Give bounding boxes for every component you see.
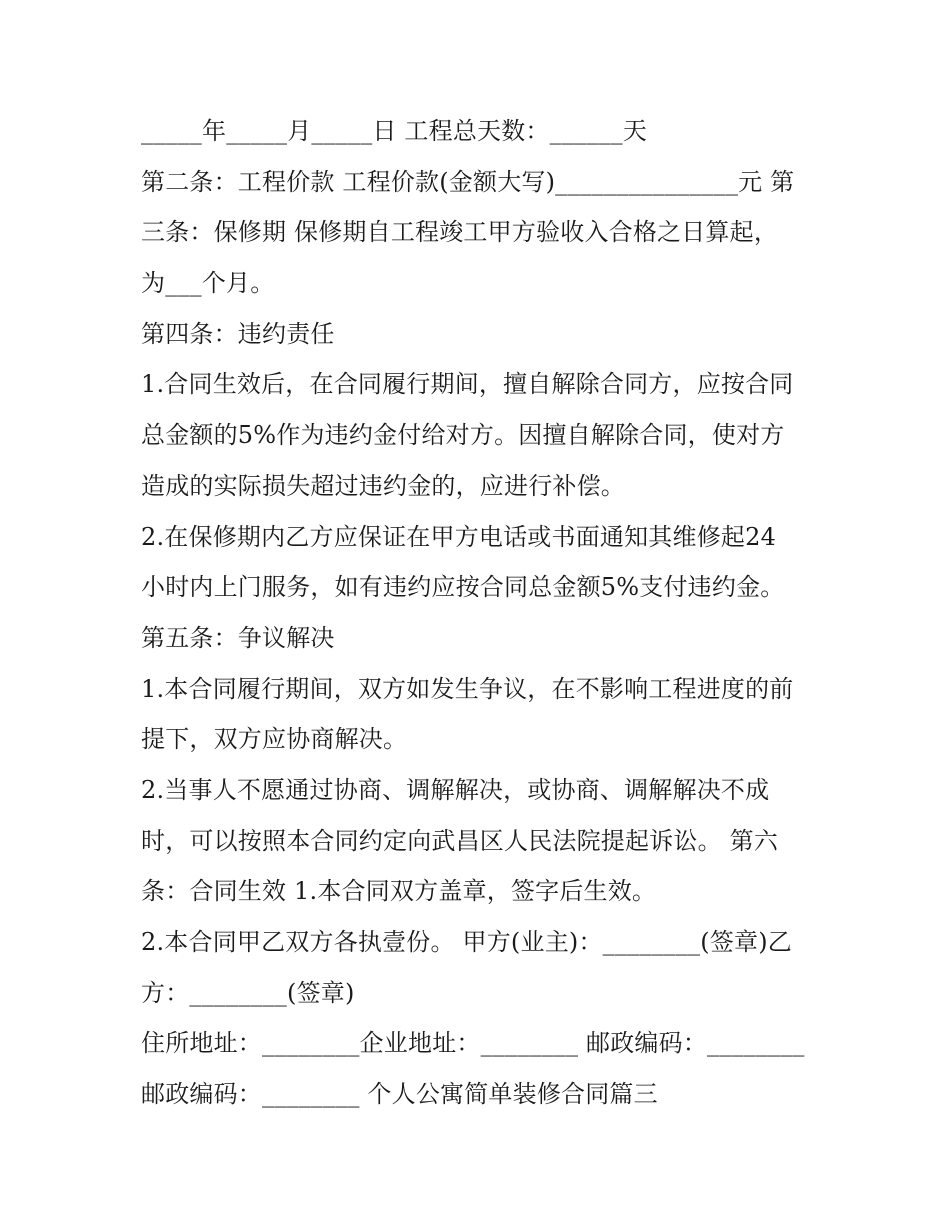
text-line: 时，可以按照本合同约定向武昌区人民法院提起诉讼。 第六 (141, 826, 779, 855)
text-line: 邮政编码：________ 个人公寓简单装修合同篇三 (141, 1080, 658, 1109)
text-line: 方：________(签章) (141, 978, 355, 1007)
text-line: 提下，双方应协商解决。 (141, 725, 408, 754)
text-line: 三条：保修期 保修期自工程竣工甲方验收入合格之日算起， (141, 218, 779, 247)
text-line: 总金额的5%作为违约金付给对方。因擅自解除合同，使对方 (141, 421, 785, 450)
text-line: 2.在保修期内乙方应保证在甲方电话或书面通知其维修起24 (141, 522, 777, 551)
text-line: 条：合同生效 1.本合同双方盖章，签字后生效。 (141, 877, 657, 906)
text-line: 小时内上门服务，如有违约应按合同总金额5%支付违约金。 (141, 573, 785, 602)
text-line: 为___个月。 (141, 269, 275, 298)
section-heading: 第五条：争议解决 (141, 623, 335, 652)
text-line: 第二条：工程价款 工程价款(金额大写)_______________元 第 (141, 167, 795, 196)
text-line: 2.本合同甲乙双方各执壹份。 甲方(业主)：________(签章)乙 (141, 928, 792, 956)
text-line: 1.本合同履行期间，双方如发生争议，在不影响工程进度的前 (141, 674, 794, 703)
text-line: _____年_____月_____日 工程总天数：______天 (141, 117, 648, 145)
text-line: 2.当事人不愿通过协商、调解解决，或协商、调解解决不成 (141, 775, 770, 804)
text-line: 1.合同生效后，在合同履行期间，擅自解除合同方，应按合同 (141, 370, 794, 399)
text-line: 住所地址：________企业地址：________ 邮政编码：________ (141, 1029, 805, 1058)
contract-text (141, 106, 821, 1120)
text-line: 造成的实际损失超过违约金的，应进行补偿。 (141, 471, 625, 500)
section-heading: 第四条：违约责任 (141, 319, 335, 348)
